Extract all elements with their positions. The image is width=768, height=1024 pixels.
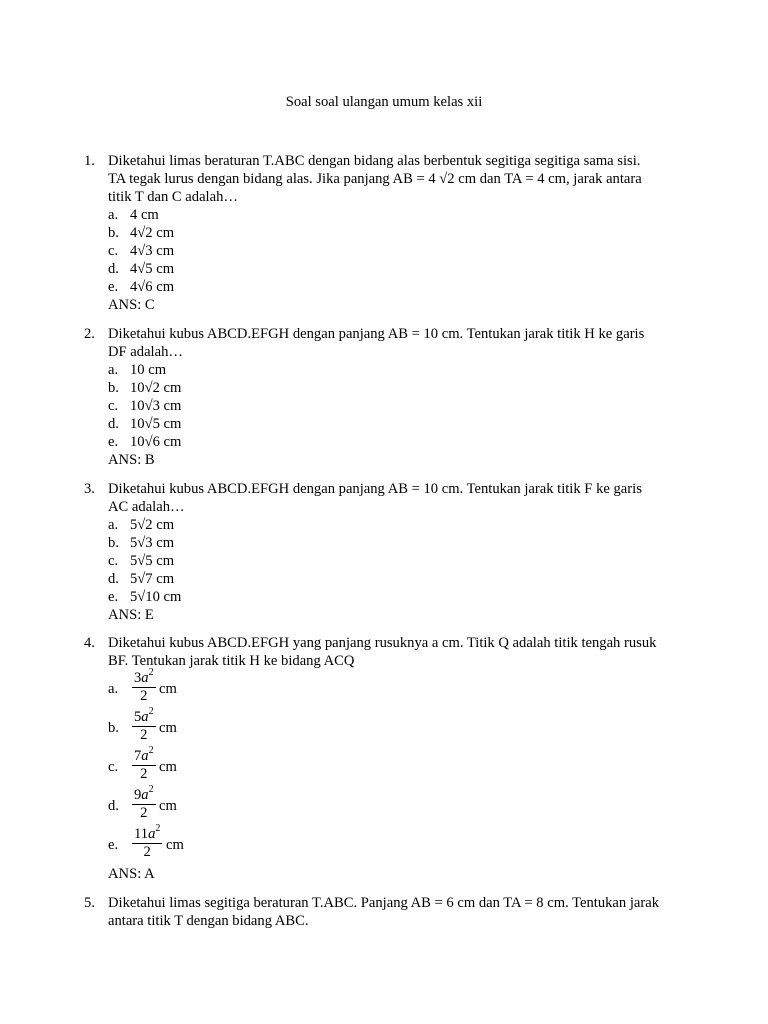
variable: a: [141, 787, 149, 803]
option-a: [108, 516, 704, 534]
question-2: [84, 325, 704, 469]
coefficient: 9: [134, 787, 142, 803]
option-label: b.: [108, 720, 119, 736]
option-e: [108, 433, 704, 451]
option-label: e.: [108, 434, 119, 450]
question-line: Diketahui kubus ABCD.EFGH dengan panjang AB = 10 cm. Tentukan jarak titik H ke garis: [108, 326, 645, 342]
question-line: titik T dan C adalah…: [108, 189, 238, 205]
variable: a: [141, 670, 149, 686]
variable: a: [141, 748, 149, 764]
option-b: [108, 379, 704, 397]
option-value: 4√6 cm: [130, 279, 175, 295]
option-label: c.: [108, 243, 119, 259]
unit: cm: [159, 798, 177, 814]
document-title: Soal soal ulangan umum kelas xii: [285, 94, 483, 110]
fraction-numerator: [132, 745, 156, 766]
coefficient: 5: [134, 709, 142, 725]
exponent: 2: [155, 823, 161, 834]
options-list: [108, 667, 704, 865]
fraction: [132, 823, 162, 861]
exponent: 2: [148, 667, 154, 678]
option-label: a.: [108, 207, 119, 223]
option-e: [108, 588, 704, 606]
options-list: [108, 206, 704, 296]
question-number: 1.: [84, 153, 95, 169]
fraction-denominator: 2: [140, 688, 148, 704]
option-label: d.: [108, 571, 119, 587]
option-a: [108, 206, 704, 224]
option-label: e.: [108, 589, 119, 605]
fraction-numerator: [132, 667, 156, 688]
option-b: [108, 534, 704, 552]
question-line: Diketahui limas segitiga beraturan T.ABC. Panjang AB = 6 cm dan TA = 8 cm. Tentukan jarak: [108, 895, 660, 911]
question-number: 3.: [84, 481, 95, 497]
unit: cm: [159, 759, 177, 775]
fraction-denominator: 2: [140, 805, 148, 821]
option-a: [108, 667, 704, 709]
option-e: [108, 823, 704, 865]
option-c: [108, 242, 704, 260]
variable: a: [148, 826, 156, 842]
answer-key: ANS: E: [108, 607, 154, 623]
option-value: 4√3 cm: [130, 243, 175, 259]
question-text: [108, 480, 704, 516]
option-label: b.: [108, 535, 119, 551]
option-c: [108, 397, 704, 415]
option-d: [108, 784, 704, 826]
option-c: [108, 745, 704, 787]
option-value: 5√5 cm: [130, 553, 175, 569]
option-value: 5√10 cm: [130, 589, 182, 605]
option-label: c.: [108, 759, 119, 775]
fraction-denominator: 2: [140, 727, 148, 743]
question-1: [84, 152, 704, 314]
answer-key: ANS: A: [108, 866, 155, 882]
option-c: [108, 552, 704, 570]
fraction-numerator: [132, 784, 156, 805]
option-value: 4√5 cm: [130, 261, 175, 277]
question-number: 5.: [84, 895, 95, 911]
answer-key: ANS: C: [108, 297, 155, 313]
option-d: [108, 260, 704, 278]
option-value: 10√6 cm: [130, 434, 182, 450]
question-text: [108, 894, 704, 930]
question-number: 4.: [84, 635, 95, 651]
option-value: 5√3 cm: [130, 535, 175, 551]
option-label: d.: [108, 416, 119, 432]
fraction-denominator: 2: [143, 844, 151, 860]
option-value: 4 cm: [130, 207, 159, 223]
option-label: e.: [108, 279, 119, 295]
option-a: [108, 361, 704, 379]
option-value: 5√2 cm: [130, 517, 175, 533]
fraction-numerator: [132, 706, 156, 727]
option-value: 10√5 cm: [130, 416, 182, 432]
exponent: 2: [148, 706, 154, 717]
options-list: [108, 361, 704, 451]
option-value: 10 cm: [130, 362, 167, 378]
answer-key: ANS: B: [108, 452, 155, 468]
option-d: [108, 570, 704, 588]
question-line: Diketahui limas beraturan T.ABC dengan bidang alas berbentuk segitiga segitiga sama sisi.: [108, 153, 641, 169]
fraction: [132, 784, 156, 822]
fraction: [132, 745, 156, 783]
fraction-numerator: [132, 823, 162, 844]
option-label: c.: [108, 553, 119, 569]
option-label: c.: [108, 398, 119, 414]
exponent: 2: [148, 784, 154, 795]
option-value: 4√2 cm: [130, 225, 175, 241]
coefficient: 3: [134, 670, 142, 686]
question-number: 2.: [84, 326, 95, 342]
fraction: [132, 706, 156, 744]
option-e: [108, 278, 704, 296]
option-label: e.: [108, 837, 119, 853]
option-label: b.: [108, 225, 119, 241]
question-3: [84, 480, 704, 624]
option-value: 10√2 cm: [130, 380, 182, 396]
option-label: a.: [108, 362, 119, 378]
question-line: antara titik T dengan bidang ABC.: [108, 913, 309, 929]
option-label: b.: [108, 380, 119, 396]
exponent: 2: [148, 745, 154, 756]
option-b: [108, 224, 704, 242]
coefficient: 7: [134, 748, 142, 764]
option-label: d.: [108, 261, 119, 277]
options-list: [108, 516, 704, 606]
option-value: 10√3 cm: [130, 398, 182, 414]
question-text: [108, 634, 704, 670]
question-line: TA tegak lurus dengan bidang alas. Jika panjang AB = 4 √2 cm dan TA = 4 cm, jarak antara: [108, 171, 642, 187]
question-line: DF adalah…: [108, 344, 183, 360]
question-line: AC adalah…: [108, 499, 185, 515]
option-label: a.: [108, 681, 119, 697]
fraction-denominator: 2: [140, 766, 148, 782]
question-5: [84, 894, 704, 930]
option-label: d.: [108, 798, 119, 814]
question-4: [84, 634, 704, 883]
fraction: [132, 667, 156, 705]
question-text: [108, 325, 704, 361]
unit: cm: [159, 720, 177, 736]
option-value: 5√7 cm: [130, 571, 175, 587]
option-label: a.: [108, 517, 119, 533]
question-line: BF. Tentukan jarak titik H ke bidang ACQ: [108, 653, 355, 669]
question-text: [108, 152, 704, 206]
option-b: [108, 706, 704, 748]
coefficient: 11: [134, 826, 149, 842]
variable: a: [141, 709, 149, 725]
option-d: [108, 415, 704, 433]
question-line: Diketahui kubus ABCD.EFGH yang panjang rusuknya a cm. Titik Q adalah titik tengah rusuk: [108, 635, 657, 651]
question-line: Diketahui kubus ABCD.EFGH dengan panjang AB = 10 cm. Tentukan jarak titik F ke garis: [108, 481, 642, 497]
unit: cm: [166, 837, 184, 853]
unit: cm: [159, 681, 177, 697]
